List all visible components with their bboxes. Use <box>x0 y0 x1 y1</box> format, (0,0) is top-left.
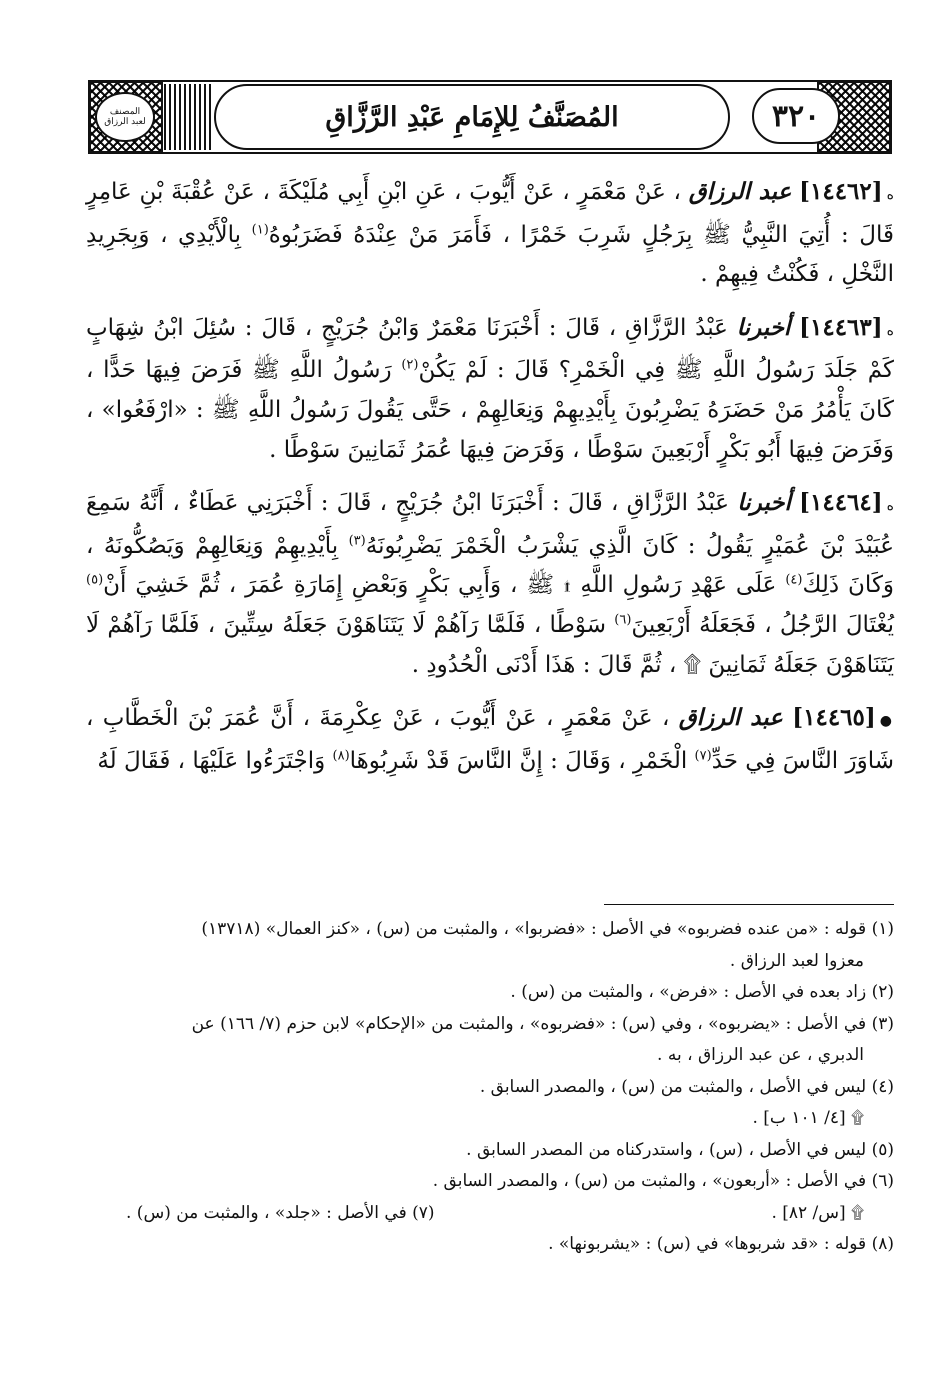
footnote-5: (٥) ليس في الأصل ، (س) ، واستدركناه من المصدر السابق . <box>466 1139 894 1160</box>
footnote-row <box>86 1198 894 1230</box>
main-text <box>86 172 894 794</box>
hadith-text: يُغْتَالَ الرَّجُلُ ، فَجَعَلَهُ أَرْبَعِينَ <box>631 611 895 638</box>
footnotes <box>86 914 894 1261</box>
hadith-14462 <box>86 172 894 295</box>
narrator: عبد الرزاق <box>688 178 792 205</box>
page-number: ٣٢٠ <box>752 88 840 144</box>
hadith-text: وَاجْتَرَءُوا عَلَيْهَا ، فَقَالَ لَهُ <box>97 747 326 774</box>
footnote-ref: (٥) <box>86 572 104 588</box>
hadith-text: ، عَنْ مَعْمَرٍ ، عَنْ أَيُّوبَ ، عَنْ عِكْرِمَةَ ، أَنَّ عُمَرَ بْنَ الْخَطَّابِ ، شَاوَرَ النَّاسَ فِي حَدِّ <box>86 705 894 774</box>
hadith-text: رَسُولُ اللَّهِ ﷺ فَرَضَ فِيهَا حَدًّا ، كَانَ يَأْمُرُ مَنْ حَضَرَهُ يَضْرِبُونَ بِأَيْدِيهِمْ وَنِعَالِهِمْ ، حَتَّى يَقُولَ رَسُولُ اللَّهِ ﷺ : «ارْفَعُوا» ، وَفَرَضَ فِيهَا أَبُو بَكْرٍ أَرْبَعِينَ سَوْطًا ، وَفَرَضَ فِيهَا عُمَرُ ثَمَانِينَ سَوْطًا . <box>86 357 894 463</box>
footnote-3 <box>86 1009 894 1072</box>
hadith-marker: ● <box>879 713 895 730</box>
footnote-text: (٣) في الأصل : «يضربوه» ، وفي (س) : «فضربوه» ، والمثبت من «الإحكام» لابن حزم (٧/ ١٦٦) عن <box>191 1013 894 1034</box>
footnote-1 <box>86 914 894 977</box>
footnote-7: (٧) في الأصل : «جلد» ، والمثبت من (س) . <box>126 1202 435 1223</box>
hadith-text: عَبْدُ الرَّزَّاقِ ، قَالَ : أَخْبَرَنَا ابْنُ جُرَيْجٍ ، قَالَ : أَخْبَرَنِي عَطَاءٌ ، أَنَّهُ سَمِعَ عُبَيْدَ بْنَ عُمَيْرٍ يَقُولُ : كَانَ الَّذِي يَشْرَبُ الْخَمْرَ يَضْرِبُونَهُ <box>86 490 894 559</box>
seal-line-1: المصنف <box>109 107 141 117</box>
hadith-text: بِأَيْدِيهِمْ وَنِعَالِهِمْ وَيَصُكُّونَهُ ، وَكَانَ ذَلِكَ <box>86 532 894 599</box>
publisher-seal <box>88 82 162 152</box>
footnote-continuation: معزوا لعبد الرزاق . <box>729 950 864 971</box>
footnote-8: (٨) قوله : «قد شربوها» في (س) : «يشربونها» . <box>548 1234 894 1254</box>
hadith-text: سَوْطًا ، فَلَمَّا رَآهُمْ لَا يَتَنَاهَوْنَ جَعَلَهُ سِتِّينَ ، فَلَمَّا رَآهُمْ لَا يَتَنَاهَوْنَ جَعَلَهُ ثَمَانِينَ ۩ ، ثُمَّ قَالَ : هَذَا أَدْنَى الْحُدُودِ . <box>86 611 894 678</box>
hadith-text: الْخَمْرِ ، وَقَالَ : إِنَّ النَّاسَ قَدْ شَرِبُوهَا <box>349 747 688 774</box>
footnote-6: (٦) في الأصل : «أربعون» ، والمثبت من (س) ، والمصدر السابق . <box>432 1171 894 1191</box>
hadith-number: [١٤٤٦٤] <box>799 489 883 517</box>
hadith-marker: ه <box>886 498 895 515</box>
footnote-4: (٤) ليس في الأصل ، والمثبت من (س) ، والمصدر السابق . <box>479 1076 894 1097</box>
header-pattern-left <box>164 84 214 150</box>
seal-emblem <box>95 92 155 142</box>
folio-mark-1: ۩ [٤/ ١٠١ ب] . <box>752 1108 864 1128</box>
hadith-number: [١٤٤٦٢] <box>799 178 883 205</box>
footnote-ref: (٦) <box>614 612 632 628</box>
hadith-number: [١٤٤٦٣] <box>799 313 883 341</box>
footnote-text: (١) قوله : «من عنده فضربوه» في الأصل : «فضربوا» ، والمثبت من (س) ، «كنز العمال» (١٣٧١٨) <box>201 919 894 939</box>
hadith-marker: ه <box>886 322 895 339</box>
hadith-text: ، عَنْ مَعْمَرٍ ، عَنْ أَيُّوبَ ، عَنِ ابْنِ أَبِي مُلَيْكَةَ ، عَنْ عُقْبَةَ بْنِ عَامِرٍ قَالَ : أُتِيَ النَّبِيُّ ﷺ بِرَجُلٍ شَرِبَ خَمْرًا ، فَأَمَرَ مَنْ عِنْدَهُ فَضَرَبُوهُ <box>86 179 895 248</box>
hadith-14465 <box>86 698 894 781</box>
book-title: المُصَنَّفُ لِلإِمَامِ عَبْدِ الرَّزَّاقِ <box>214 84 730 150</box>
hadith-number: [١٤٤٦٥] <box>792 704 876 732</box>
footnote-ref: (٨) <box>332 748 350 764</box>
footnote-ref: (١) <box>251 221 269 237</box>
narrator: أخبرنا <box>736 313 791 341</box>
footnote-ref: (٢) <box>401 357 419 373</box>
narrator: أخبرنا <box>737 489 791 517</box>
hadith-text: بِالْأَيْدِي ، وَبِجَرِيدِ النَّخْلِ ، فَكُنْتُ فِيهِمْ . <box>86 221 894 288</box>
hadith-14463 <box>86 308 894 470</box>
footnote-ref: (٣) <box>348 533 366 549</box>
hadith-text: عَلَى عَهْدِ رَسُولِ اللَّهِ ۩ ﷺ ، وَأَبِي بَكْرٍ وَبَعْضِ إِمَارَةِ عُمَرَ ، ثُمَّ خَشِيَ أَنْ <box>103 572 777 599</box>
hadith-14464 <box>86 483 894 685</box>
hadith-marker: ه <box>886 187 894 203</box>
hadith-text: عَبْدُ الرَّزَّاقِ ، قَالَ : أَخْبَرَنَا مَعْمَرٌ وَابْنُ جُرَيْجٍ ، قَالَ : سُئِلَ ابْنُ شِهَابٍ كَمْ جَلَدَ رَسُولُ اللَّهِ ﷺ فِي الْخَمْرِ؟ قَالَ : لَمْ يَكُنْ <box>86 314 895 384</box>
seal-line-2: لعبد الرزاق <box>104 117 146 127</box>
folio-mark-2: ۩ [س/ ٨٢] . <box>771 1202 864 1223</box>
narrator: عبد الرزاق <box>678 704 783 732</box>
footnote-ref: (٧) <box>694 748 712 764</box>
footnote-ref: (٤) <box>785 572 803 588</box>
footnote-2: (٢) زاد بعده في الأصل : «فرض» ، والمثبت من (س) . <box>510 982 894 1002</box>
footnote-divider <box>604 904 894 905</box>
footnote-continuation: الدبري ، عن عبد الرزاق ، به . <box>657 1045 864 1065</box>
